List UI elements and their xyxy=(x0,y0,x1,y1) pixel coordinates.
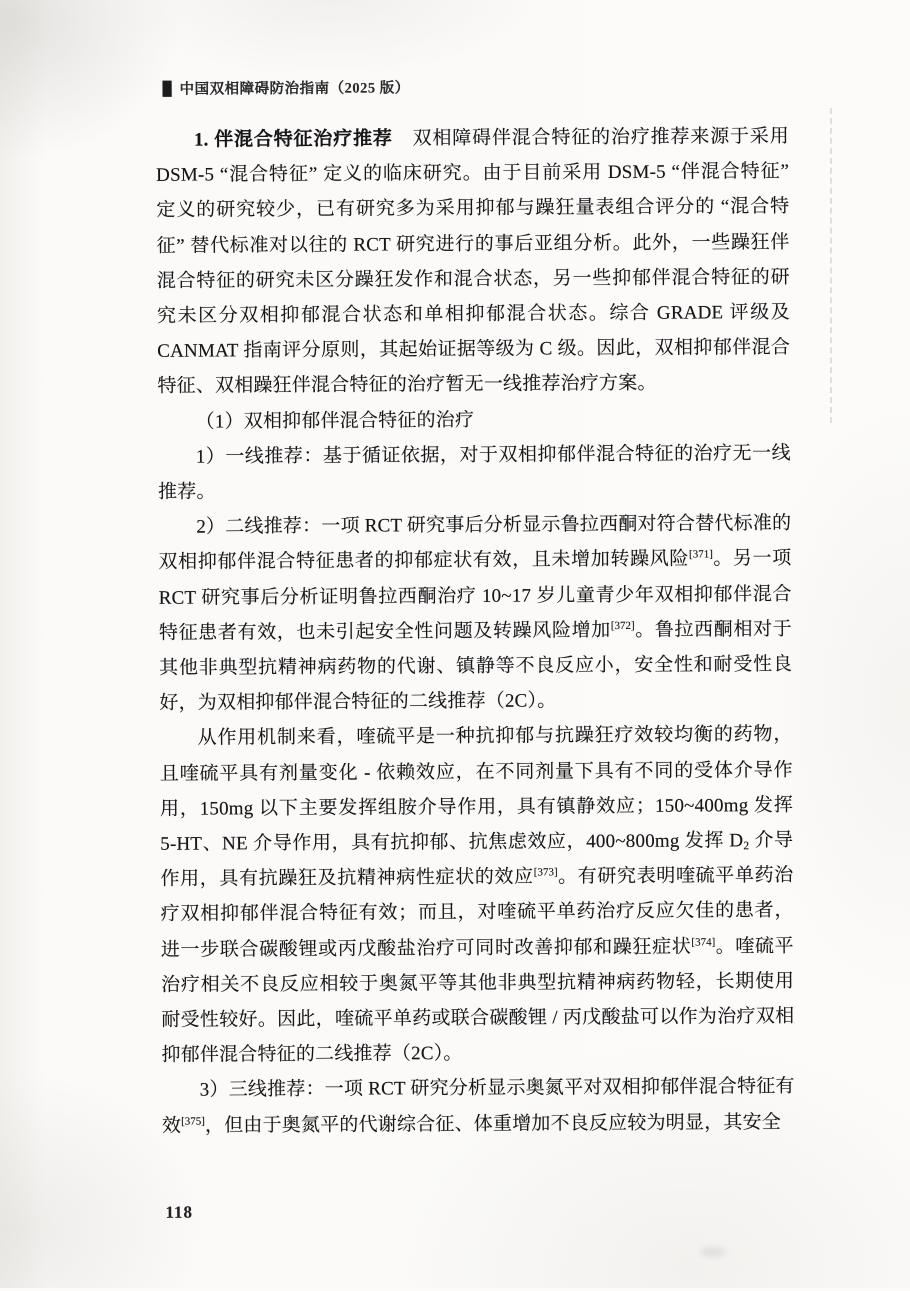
page-number: 118 xyxy=(165,1202,194,1222)
paragraph-text: 双相障碍伴混合特征的治疗推荐来源于采用 DSM-5 “混合特征” 定义的临床研究。由于目前采用 DSM-5 “伴混合特征” 定义的研究较少，已有研究多为采用抑郁与躁狂量表组合评分的 “混合特征” 替代标准对以往的 RCT 研究进行的事后亚组分析。此外，一些躁狂伴混合特征的研究未区分躁狂发作和混合状态，另一些抑郁伴混合特征的研究未区分双相抑郁混合状态和单相抑郁混合状态。综合 GRADE 评级及 CANMAT 指南评分原则，其起始证据等级为 C 级。因此，双相抑郁伴混合特征、双相躁狂伴混合特征的治疗暂无一线推荐治疗方案。 xyxy=(156,125,791,398)
scan-artifact-speck xyxy=(700,1247,726,1257)
d2-receptor-subscript: 2 xyxy=(743,840,750,853)
paragraph-text: 。鲁拉西酮相对于其他非典型抗精神病药物的代谢、镇静等不良反应小，安全性和耐受性良好，为双相抑郁伴混合特征的二线推荐（2C）。 xyxy=(159,618,793,715)
reference-citation-374: [374] xyxy=(691,936,716,949)
paragraph-mixed-features-intro xyxy=(156,119,791,404)
paragraph-second-line-recommendation xyxy=(158,506,792,721)
section-marker-icon xyxy=(163,80,172,96)
paragraph-third-line-recommendation xyxy=(162,1069,795,1143)
paragraph-lead-label: 1. 伴混合特征治疗推荐 xyxy=(193,128,413,151)
paragraph-text: 3）三线推荐：一项 RCT 研究分析显示奥氮平对双相抑郁伴混合特征有效 xyxy=(161,1076,795,1137)
reference-citation-371: [371] xyxy=(688,548,713,562)
reference-citation-375: [375] xyxy=(181,1115,205,1128)
paragraph-text: 从作用机制来看，喹硫平是一种抗抑郁与抗躁狂疗效较均衡的药物，且喹硫平具有剂量变化 - 依赖效应，在不同剂量下具有不同的受体介导作用，150mg 以下主要发挥组胺介导作用，具有镇静效应；150~400mg 发挥 5-HT、NE 介导作用，具有抗抑郁、抗焦虑效应，400~800mg 发挥 D xyxy=(159,724,794,855)
paragraph-text: 。有研究表明喹硫平单药治疗双相抑郁伴混合特征有效；而且，对喹硫平单药治疗反应欠佳的患者，进一步联合碳酸锂或丙戊酸盐治疗可同时改善抑郁和躁狂症状 xyxy=(160,865,794,961)
heading-bipolar-depression-mixed-treatment: （1）双相抑郁伴混合特征的治疗 xyxy=(195,409,475,433)
reference-citation-373: [373] xyxy=(533,866,558,879)
paragraph-text: ，但由于奥氮平的代谢综合征、体重增加不良反应较为明显，其安全 xyxy=(204,1111,782,1137)
scan-artifact-line xyxy=(830,108,832,423)
paragraph-text: 2）二线推荐：一项 RCT 研究事后分析显示鲁拉西酮对符合替代标准的双相抑郁伴混合特征患者的抑郁症状有效，且未增加转躁风险 xyxy=(158,513,792,574)
reference-citation-372: [372] xyxy=(610,619,635,632)
paragraph-first-line-recommendation: 1）一线推荐：基于循证依据，对于双相抑郁伴混合特征的治疗无一线推荐。 xyxy=(158,442,791,503)
running-header xyxy=(163,76,410,99)
body-text-block xyxy=(156,119,795,1144)
paragraph-quetiapine-mechanism xyxy=(159,717,794,1073)
paragraph-text: 。喹硫平治疗相关不良反应相较于奥氮平等其他非典型抗精神病药物轻，长期使用耐受性较好。因此，喹硫平单药或联合碳酸锂 / 丙戊酸盐可以作为治疗双相抑郁伴混合特征的二线推荐（2C）。 xyxy=(161,935,795,1067)
paragraph-text: 。另一项 RCT 研究事后分析证明鲁拉西酮治疗 10~17 岁儿童青少年双相抑郁伴混合特征患者有效，也未引起安全性问题及转躁风险增加 xyxy=(158,548,792,644)
paragraph-text: 介导作用，具有抗躁狂及抗精神病性症状的效应 xyxy=(160,830,794,891)
running-header-title: 中国双相障碍防治指南（2025 版） xyxy=(179,80,410,98)
